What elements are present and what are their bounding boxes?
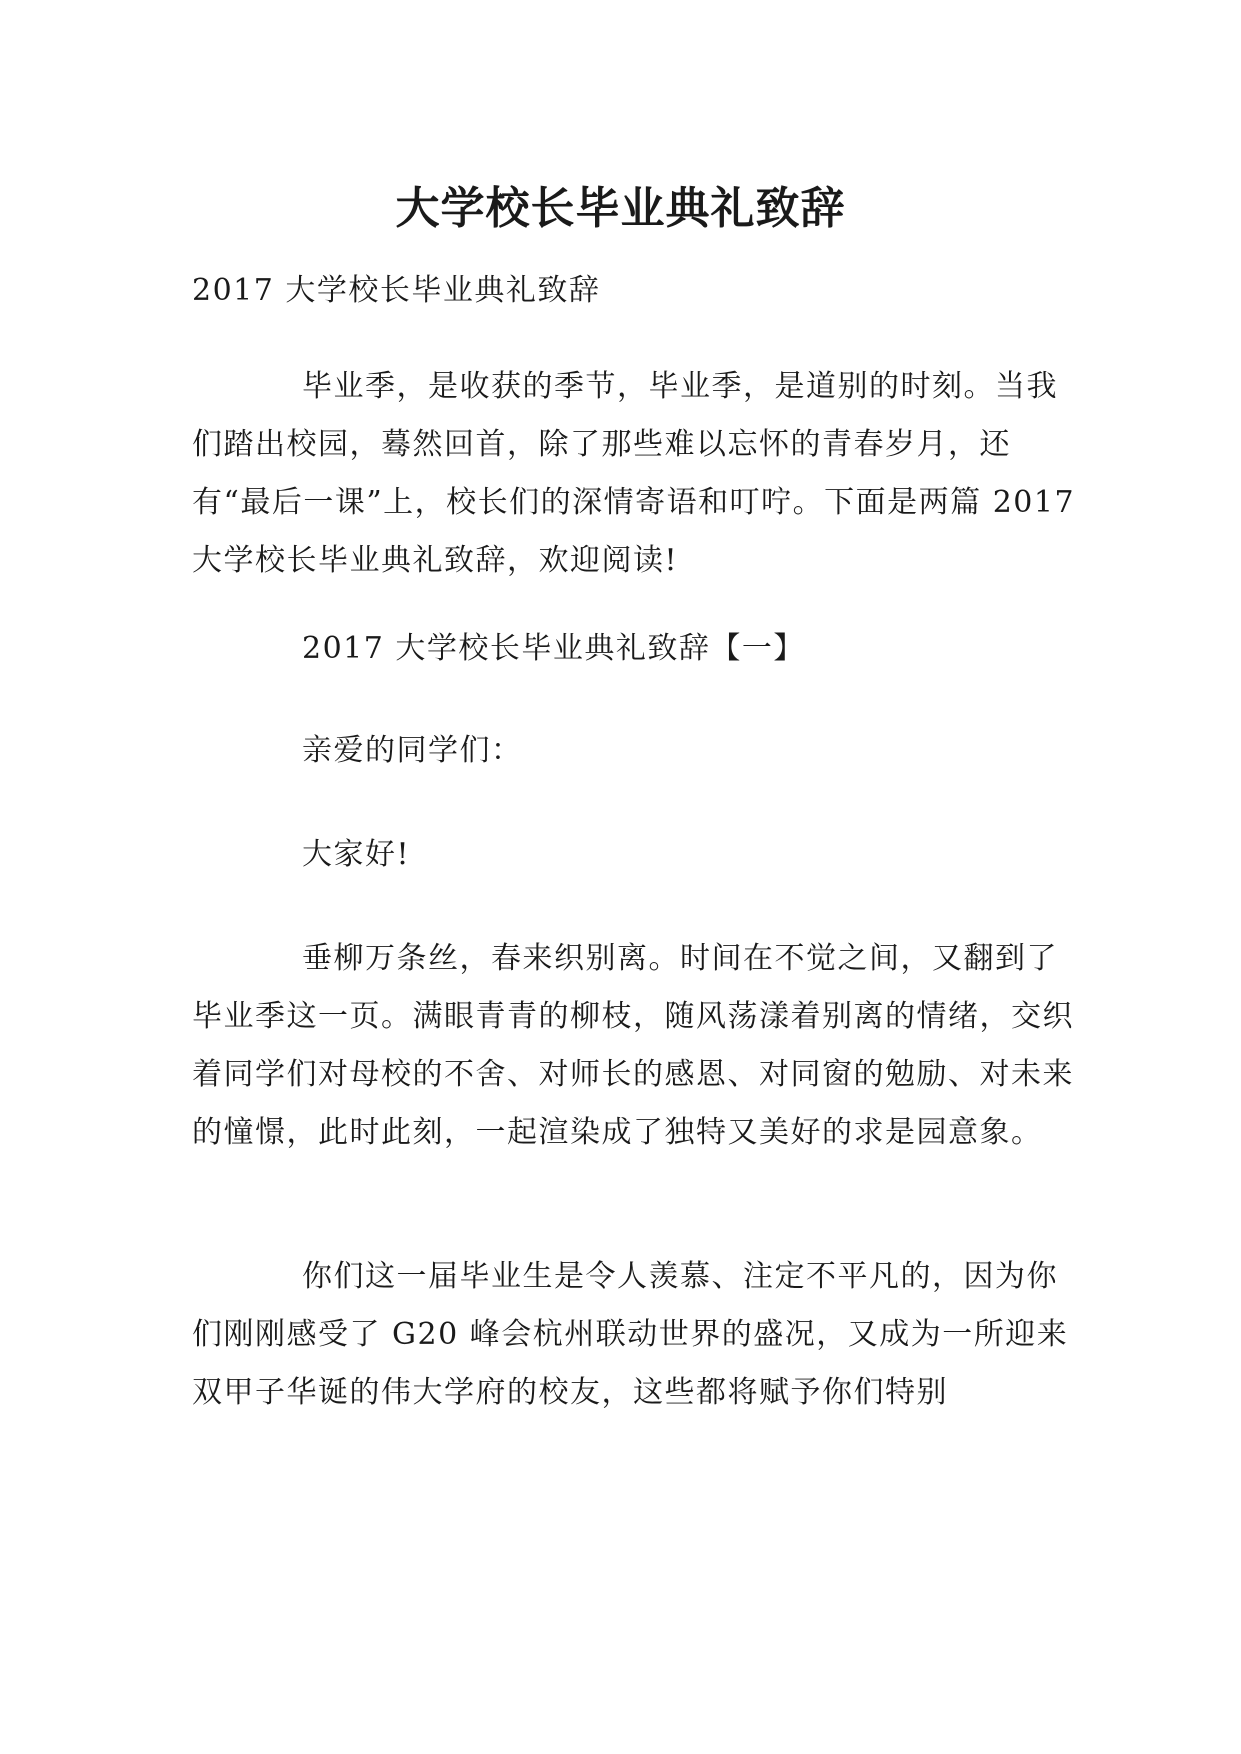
document-subtitle: 2017 大学校长毕业典礼致辞 — [192, 273, 601, 308]
document-title: 大学校长毕业典礼致辞 — [395, 183, 846, 235]
section-heading: 2017 大学校长毕业典礼致辞【一】 — [302, 631, 805, 666]
body-paragraph: 垂柳万条丝，春来织别离。时间在不觉之间，又翻到了毕业季这一页。满眼青青的柳枝，随风荡漾着别离的情绪，交织着同学们对母校的不舍、对师长的感恩、对同窗的勉励、对未来的憧憬，此时此刻，一起渲染成了独特又美好的求是园意象。 — [192, 941, 1074, 1150]
greeting: 大家好! — [302, 837, 411, 872]
intro-paragraph: 毕业季，是收获的季节，毕业季，是道别的时刻。当我们踏出校园，蓦然回首，除了那些难以忘怀的青春岁月，还有“最后一课”上，校长们的深情寄语和叮咛。下面是两篇 2017 大学校长毕业典礼致辞，欢迎阅读! — [192, 369, 1076, 578]
body-paragraph: 你们这一届毕业生是令人羡慕、注定不平凡的，因为你们刚刚感受了 G20 峰会杭州联动世界的盛况，又成为一所迎来双甲子华诞的伟大学府的校友，这些都将赋予你们特别 — [192, 1259, 1069, 1410]
salutation: 亲爱的同学们： — [302, 733, 523, 768]
